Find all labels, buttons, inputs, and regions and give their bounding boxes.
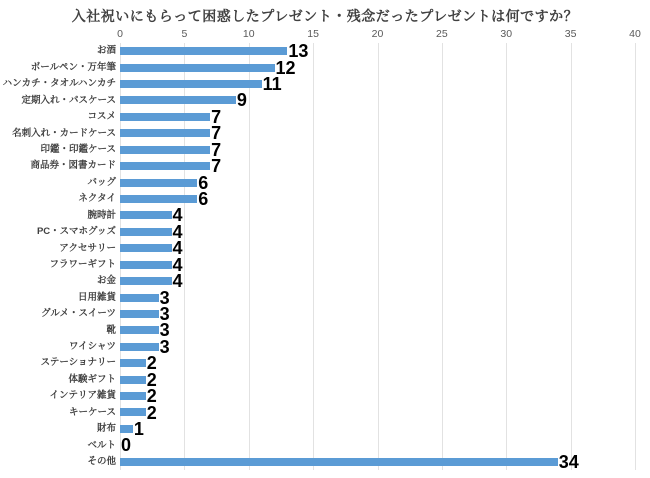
bar [120,129,210,137]
bar [120,80,262,88]
x-tick-label: 30 [500,28,513,40]
category-label: ネクタイ [78,193,116,205]
value-label: 12 [275,57,296,78]
value-label: 6 [198,189,209,210]
bar [120,425,133,433]
bar-cell [120,402,635,423]
x-tick-label: 10 [242,28,255,40]
category-label: 日用雑貨 [77,291,116,303]
category-label: ワイシャツ [68,341,116,353]
value-label: 7 [211,123,222,144]
chart-row [0,386,635,407]
category-label: アクセサリー [59,242,116,254]
category-label: 体験ギフト [68,373,116,385]
bar [120,392,146,400]
chart-row [0,369,635,390]
chart-row [0,271,635,292]
category-label: PC・スマホグッズ [36,226,116,238]
x-tick-label: 5 [181,28,188,40]
x-tick-label: 40 [629,28,641,40]
category-label: その他 [87,456,116,467]
bar-cell [120,271,635,292]
chart-row [0,418,635,439]
value-label: 7 [211,106,222,127]
bar [120,96,236,104]
bar [120,47,287,55]
bar-cell [120,41,635,62]
bar-cell [120,369,635,390]
chart-row [0,238,635,259]
chart-row [0,139,635,160]
x-tick-label: 35 [564,28,577,40]
bar-cell [120,320,635,341]
category-label: 名刺入れ・カードケース [12,127,116,139]
value-label: 4 [172,205,183,226]
chart-row [0,254,635,275]
chart-row [0,156,635,177]
value-label: 3 [159,287,170,308]
bar-rows [0,43,635,470]
bar-cell [120,254,635,275]
value-label: 2 [146,386,157,407]
bar [120,376,146,384]
gridline [635,43,636,470]
category-label: お金 [96,275,116,287]
category-label: フラワーギフト [49,258,116,270]
bar [120,211,172,219]
bar [120,294,159,302]
bar [120,310,159,318]
x-tick-label: 0 [117,28,123,40]
bar-cell [120,435,635,456]
value-label: 4 [172,254,183,275]
category-label: 靴 [106,324,116,336]
category-label: 財布 [96,423,116,435]
bar [120,244,172,252]
bar [120,359,146,367]
bar-cell [120,172,635,193]
chart-row [0,336,635,357]
category-label: 商品券・図書カード [30,160,116,172]
value-label: 0 [121,435,132,456]
bar-cell [120,156,635,177]
category-label: バッグ [87,176,116,188]
bar [120,228,172,236]
chart-row [0,172,635,193]
chart-row [0,74,635,95]
category-label: 腕時計 [87,209,116,221]
bar [120,179,197,187]
chart-row [0,41,635,62]
category-label: ハンカチ・タオルハンカチ [2,78,116,90]
value-label: 7 [211,139,222,160]
category-label: コスメ [87,111,116,123]
bar [120,261,172,269]
category-label: 印鑑・印鑑ケース [40,143,116,155]
value-label: 13 [288,41,309,62]
bar [120,326,159,334]
bar-cell [120,303,635,324]
value-label: 6 [198,172,209,193]
value-label: 1 [133,418,144,439]
x-tick-label: 25 [436,28,448,40]
value-label: 9 [236,90,247,111]
value-label: 2 [146,369,157,390]
chart-row [0,303,635,324]
bar-cell [120,205,635,226]
category-label: ボールペン・万年筆 [30,61,116,73]
bar-cell [120,451,635,472]
bar-cell [120,221,635,242]
bar [120,277,172,285]
chart-row [0,189,635,210]
category-label: 定期入れ・パスケース [21,94,116,106]
x-axis [117,27,641,41]
bar-cell [120,418,635,439]
chart-row [0,90,635,111]
bar-cell [120,287,635,308]
chart-title: 入社祝いにもらって困惑したプレゼント・残念だったプレゼントは何ですか？ [71,8,579,24]
value-label: 3 [159,320,170,341]
value-label: 3 [159,303,170,324]
bar [120,458,558,466]
value-label: 4 [172,271,183,292]
value-label: 4 [172,221,183,242]
chart-row [0,435,635,456]
bar-cell [120,123,635,144]
chart-row [0,221,635,242]
bar [120,146,210,154]
value-label: 7 [211,156,222,177]
chart-row [0,353,635,374]
bar [120,343,159,351]
bar [120,64,275,72]
bar [120,195,197,203]
chart-row [0,402,635,423]
category-label: グルメ・スイーツ [41,308,116,320]
bar [120,113,210,121]
chart-row [0,106,635,127]
x-tick-label: 15 [307,28,319,40]
bar-cell [120,336,635,357]
value-label: 2 [146,402,157,423]
category-label: ベルト [87,439,116,451]
bar [120,408,146,416]
bar-cell [120,90,635,111]
chart-row [0,320,635,341]
chart-row [0,123,635,144]
bar-cell [120,139,635,160]
value-label: 2 [146,353,157,374]
bar-cell [120,57,635,78]
value-label: 4 [172,238,183,259]
bar-cell [120,238,635,259]
chart-row [0,57,635,78]
bar-cell [120,74,635,95]
chart-row [0,451,635,472]
x-tick-label: 20 [371,28,384,40]
value-label: 34 [558,451,579,472]
bar [120,162,210,170]
value-label: 11 [262,74,282,95]
value-label: 3 [159,336,170,357]
chart-row [0,287,635,308]
category-label: キーケース [68,406,116,418]
bar-cell [120,386,635,407]
chart-row [0,205,635,226]
category-label: お酒 [96,45,116,57]
bar-cell [120,106,635,127]
category-label: ステーショナリー [40,357,116,369]
category-label: インテリア雑貨 [49,390,116,402]
bar-cell [120,353,635,374]
bar-cell [120,189,635,210]
